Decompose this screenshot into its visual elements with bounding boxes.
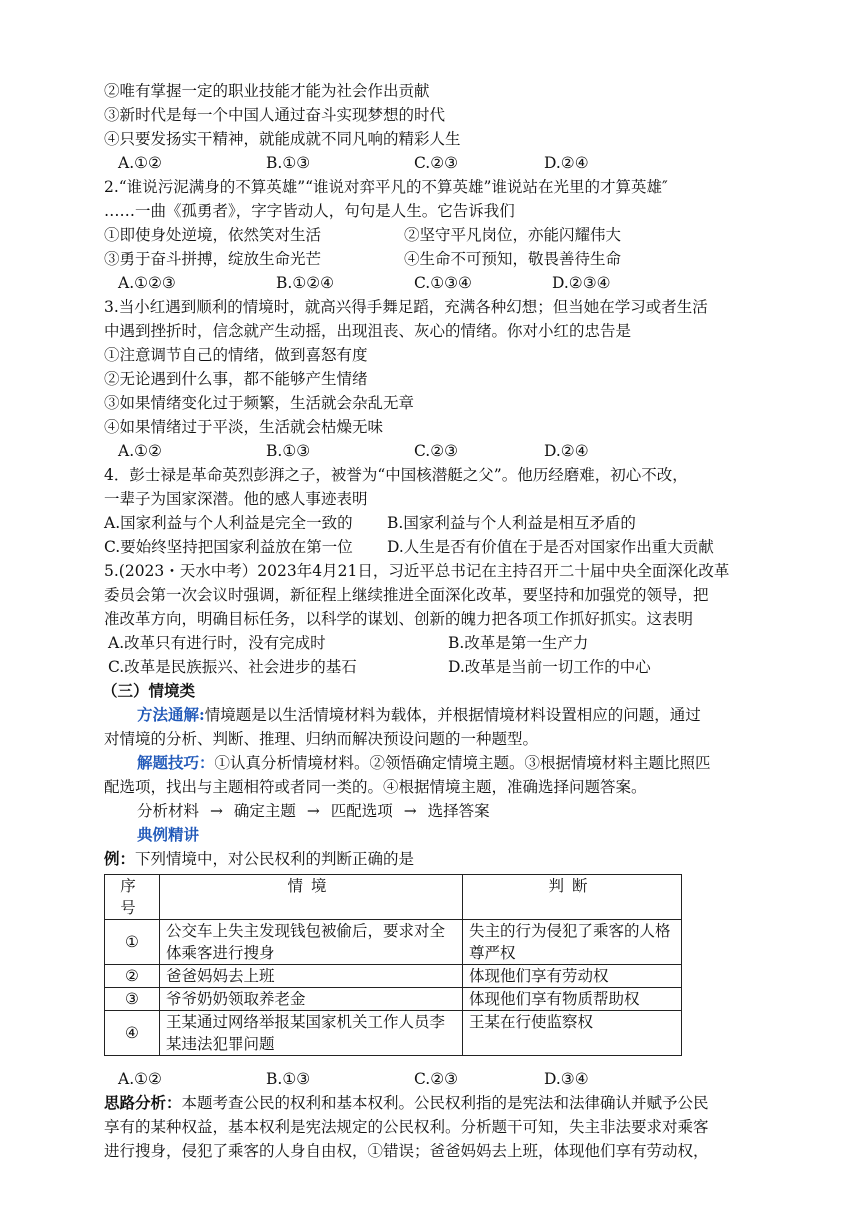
statement-line: ④只要发扬实干精神，就能成就不同凡响的精彩人生: [104, 130, 461, 148]
statement-1: ①注意调节自己的情绪，做到喜怒有度: [104, 346, 368, 364]
flow-step: 选择答案: [427, 802, 490, 820]
method-text: 情境题是以生活情境材料为载体，并根据情境材料设置相应的问题，通过: [204, 706, 701, 724]
option-c: C.②③: [414, 154, 459, 172]
tips-line: [137, 752, 711, 774]
option-b: B.国家利益与个人利益是相互矛盾的: [387, 514, 636, 532]
arrow-icon: →: [306, 802, 320, 820]
row-no: ①: [105, 920, 160, 965]
method-label: 方法通解:: [137, 705, 205, 724]
option-d: D.②③④: [552, 274, 611, 292]
option-b: B.①③: [266, 1070, 311, 1088]
question-5-stem: 5.(2023・天水中考）2023年4月21日，习近平总书记在主持召开二十届中央全面深化改革: [104, 562, 730, 580]
example-label: 例：: [104, 849, 136, 868]
option-d: D.人生是否有价值在于是否对国家作出重大贡献: [387, 538, 714, 556]
question-5-stem: 准改革方向，明确目标任务，以科学的谋划、创新的魄力把各项工作抓好抓实。这表明: [104, 610, 694, 628]
row-no: ②: [105, 965, 160, 988]
option-a: A.①②③: [118, 274, 176, 292]
analysis-text: 本题考查公民的权利和基本权利。公民权利指的是宪法和法律确认并赋予公民: [181, 1094, 709, 1112]
statement-2: ②无论遇到什么事，都不能够产生情绪: [104, 370, 368, 388]
method-line: [137, 704, 701, 726]
statement-1: ①即使身处逆境，依然笑对生活: [104, 226, 322, 244]
option-c: C.②③: [414, 442, 459, 460]
option-d: D.②④: [544, 154, 589, 172]
table-header-row: [105, 875, 682, 920]
question-2-stem: ……一曲《孤勇者》，字字皆动人，句句是人生。它告诉我们: [104, 202, 515, 220]
flow-steps: [137, 800, 496, 822]
analysis-label: 思路分析：: [104, 1093, 182, 1112]
example-line: [104, 848, 414, 870]
statement-line: ②唯有掌握一定的职业技能才能为社会作出贡献: [104, 82, 430, 100]
row-judgment: 体现他们享有劳动权: [463, 965, 682, 988]
analysis-line: [104, 1092, 709, 1114]
row-situation: 公交车上失主发现钱包被偷后，要求对全体乘客进行搜身: [160, 920, 463, 965]
header-judgment: 判断: [463, 875, 682, 920]
statement-3: ③勇于奋斗拼搏，绽放生命光芒: [104, 250, 322, 268]
option-c: C.改革是民族振兴、社会进步的基石: [108, 658, 357, 676]
row-situation: 爷爷奶奶领取养老金: [160, 988, 463, 1011]
row-judgment: 王某在行使监察权: [463, 1011, 682, 1056]
statement-2: ②坚守平凡岗位，亦能闪耀伟大: [404, 226, 622, 244]
row-judgment: 体现他们享有物质帮助权: [463, 988, 682, 1011]
option-b: B.①②④: [276, 274, 335, 292]
example-heading: 典例精讲: [137, 825, 200, 844]
option-a: A.①②: [118, 442, 162, 460]
option-d: D.③④: [544, 1070, 589, 1088]
option-d: D.②④: [544, 442, 589, 460]
option-a: A.①②: [118, 1070, 162, 1088]
option-c: C.要始终坚持把国家利益放在第一位: [104, 538, 353, 556]
tips-label: 解题技巧：: [137, 753, 215, 772]
option-c: C.②③: [414, 1070, 459, 1088]
tips-text: 配选项，找出与主题相符或者同一类的。④根据情境主题，准确选择问题答案。: [104, 778, 647, 796]
table-row: [105, 1011, 682, 1056]
question-4-stem: 4．彭士禄是革命英烈彭湃之子，被誉为“中国核潜艇之父”。他历经磨难，初心不改，: [104, 466, 688, 484]
option-b: B.①③: [266, 154, 311, 172]
option-b: B.改革是第一生产力: [448, 634, 589, 652]
question-2-stem: 2.“谁说污泥满身的不算英雄”“谁说对弈平凡的不算英雄”谁说站在光里的才算英雄″: [104, 178, 668, 196]
option-a: A.国家利益与个人利益是完全一致的: [104, 514, 353, 532]
question-4-stem: 一辈子为国家深潜。他的感人事迹表明: [104, 490, 368, 508]
question-3-stem: 中遇到挫折时，信念就产生动摇，出现沮丧、灰心的情绪。你对小红的忠告是: [104, 322, 632, 340]
flow-step: 匹配选项: [330, 802, 393, 820]
analysis-text: 进行搜身，侵犯了乘客的人身自由权，①错误；爸爸妈妈去上班，体现他们享有劳动权，: [104, 1142, 709, 1160]
statement-line: ③新时代是每一个中国人通过奋斗实现梦想的时代: [104, 106, 446, 124]
row-situation: 王某通过网络举报某国家机关工作人员李某违法犯罪问题: [160, 1011, 463, 1056]
arrow-icon: →: [403, 802, 417, 820]
table-row: [105, 988, 682, 1011]
header-situation: 情境: [160, 875, 463, 920]
row-no: ③: [105, 988, 160, 1011]
flow-step: 分析材料: [137, 802, 200, 820]
section-title: （三）情境类: [102, 681, 196, 700]
statement-4: ④生命不可预知，敬畏善待生命: [404, 250, 622, 268]
method-text: 对情境的分析、判断、推理、归纳而解决预设问题的一种题型。: [104, 730, 539, 748]
option-a: A.改革只有进行时，没有完成时: [108, 634, 326, 652]
arrow-icon: →: [209, 802, 223, 820]
statement-3: ③如果情绪变化过于频繁，生活就会杂乱无章: [104, 394, 415, 412]
situation-table: [104, 874, 682, 1056]
header-no: 序号: [105, 875, 160, 920]
option-b: B.①③: [266, 442, 311, 460]
option-a: A.①②: [118, 154, 162, 172]
row-situation: 爸爸妈妈去上班: [160, 965, 463, 988]
statement-4: ④如果情绪过于平淡，生活就会枯燥无味: [104, 418, 384, 436]
row-judgment: 失主的行为侵犯了乘客的人格尊严权: [463, 920, 682, 965]
question-3-stem: 3.当小红遇到顺利的情境时，就高兴得手舞足蹈，充满各种幻想；但当她在学习或者生活: [104, 298, 708, 316]
table-row: [105, 965, 682, 988]
example-text: 下列情境中，对公民权利的判断正确的是: [135, 850, 415, 868]
table-row: [105, 920, 682, 965]
question-5-stem: 委员会第一次会议时强调，新征程上继续推进全面深化改革，要坚持和加强党的领导，把: [104, 586, 709, 604]
row-no: ④: [105, 1011, 160, 1056]
option-d: D.改革是当前一切工作的中心: [448, 658, 651, 676]
analysis-text: 享有的某种权益，基本权利是宪法规定的公民权利。分析题干可知，失主非法要求对乘客: [104, 1118, 709, 1136]
tips-text: ①认真分析情境材料。②领悟确定情境主题。③根据情境材料主题比照匹: [214, 754, 711, 772]
option-c: C.①③④: [414, 274, 472, 292]
flow-step: 确定主题: [233, 802, 296, 820]
